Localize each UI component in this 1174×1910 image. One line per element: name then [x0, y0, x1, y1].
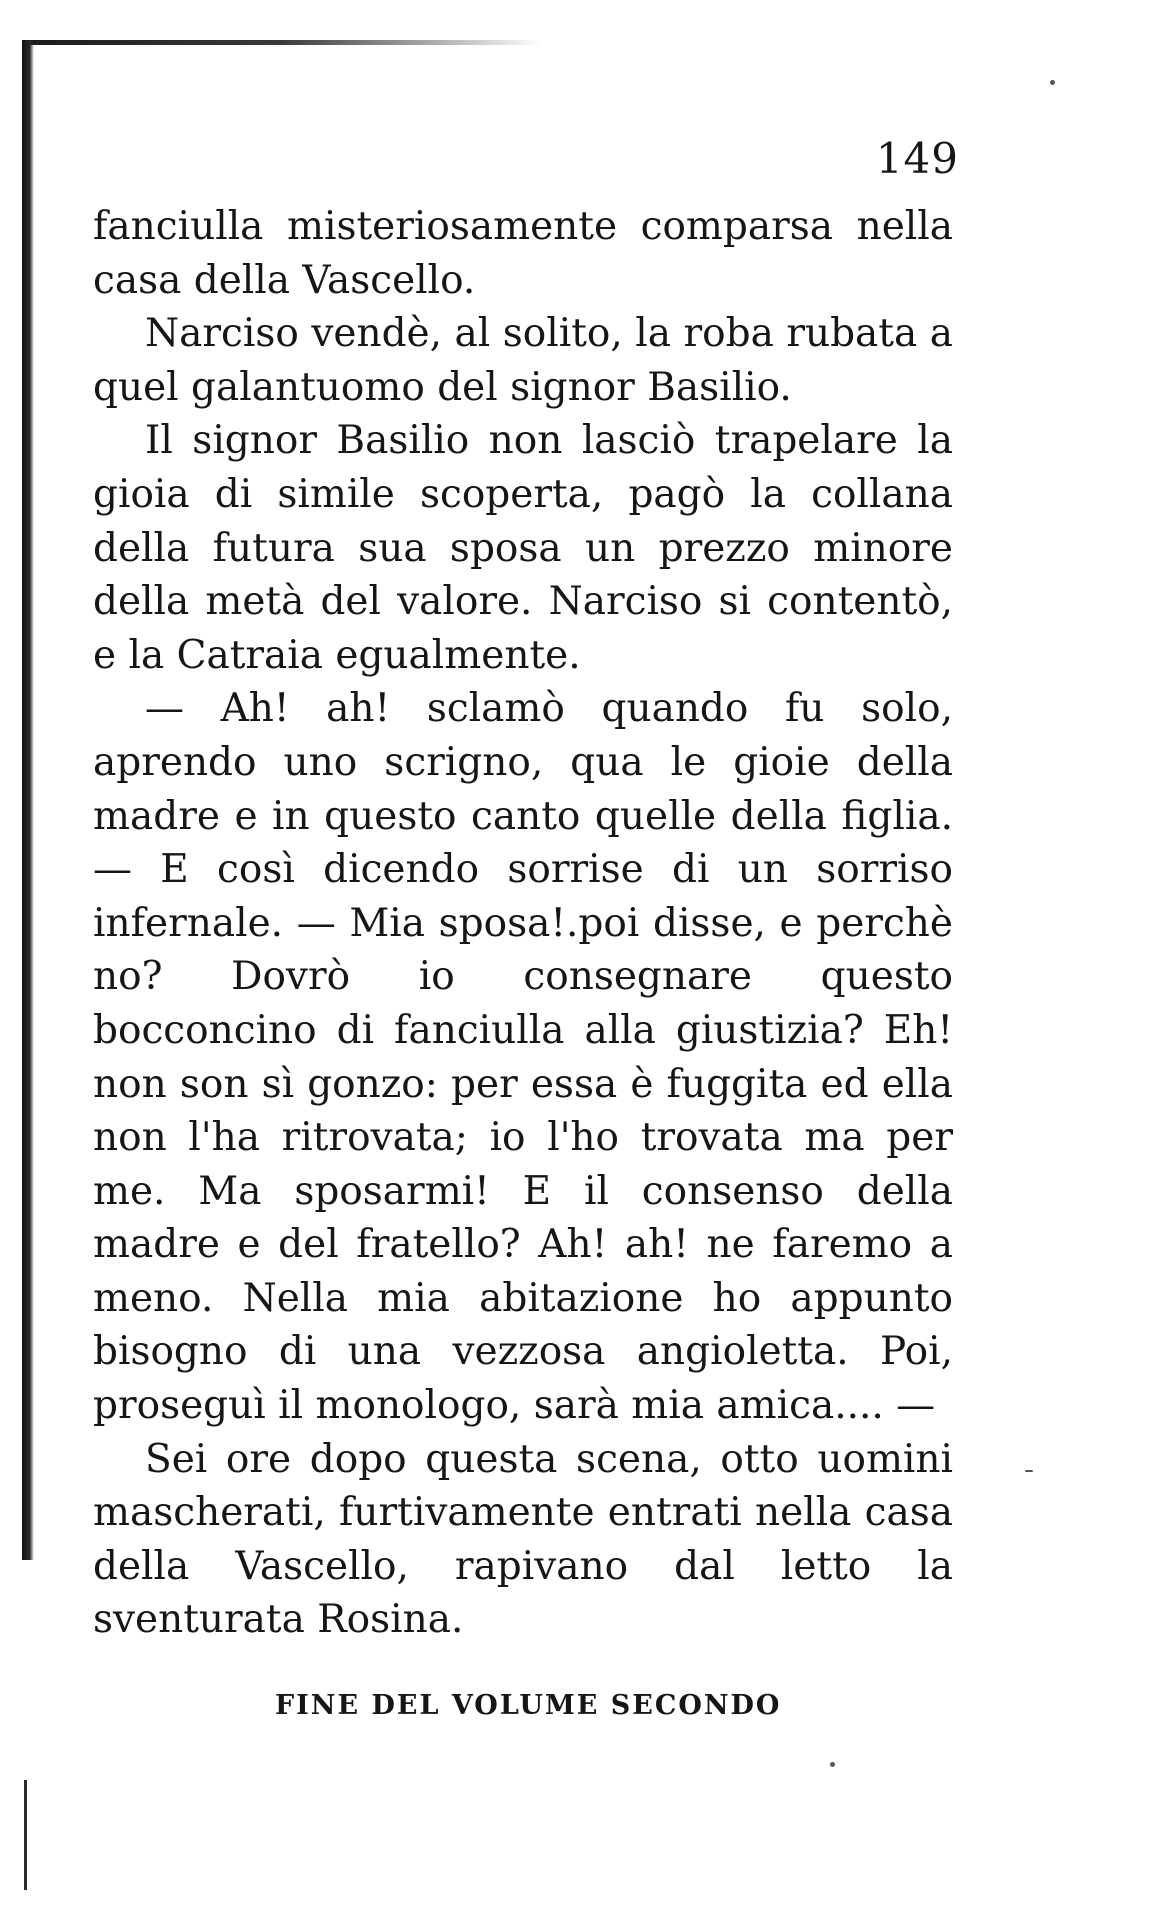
paragraph: fanciulla misteriosamente comparsa nella casa della Vascello.	[93, 204, 953, 303]
page-edge-left	[22, 40, 34, 1560]
body-text	[93, 200, 953, 1647]
end-note: FINE DEL VOLUME SECONDO	[275, 1690, 782, 1721]
ink-speck	[830, 1762, 835, 1767]
ink-speck	[1050, 80, 1055, 85]
ink-speck	[1025, 1470, 1033, 1472]
paragraph: Il signor Basilio non lasciò trapelare la gioia di simile scoperta, pagò la collana della futura sua sposa un prezzo minore della metà del valore. Narciso si contentò, e la Catraia egualmente.	[93, 418, 953, 678]
page-edge-top	[22, 40, 542, 45]
paragraph: Narciso vendè, al solito, la roba rubata a quel galantuomo del signor Basilio.	[93, 311, 953, 410]
paragraph: — Ah! ah! sclamò quando fu solo, aprendo uno scrigno, qua le gioie della madre e in questo canto quelle della figlia. — E così dicendo sorrise di un sorriso infernale. — Mia sposa!.poi disse, e perchè no? Dovrò io consegnare questo bocconcino di fanciulla alla giustizia? Eh! non son sì gonzo: per essa è fuggita ed ella non l'ha ritrovata; io l'ho trovata ma per me. Ma sposarmi! E il consenso della madre e del fratello? Ah! ah! ne faremo a meno. Nella mia abitazione ho appunto bisogno di una vezzosa angioletta. Poi, proseguì il monologo, sarà mia amica.... —	[93, 686, 953, 1429]
page-number: 149	[875, 134, 959, 183]
page-edge-left-lower	[24, 1780, 27, 1890]
paragraph: Sei ore dopo questa scena, otto uomini mascherati, furtivamente entrati nella casa della Vascello, rapivano dal letto la sventurata Rosina.	[93, 1436, 953, 1643]
